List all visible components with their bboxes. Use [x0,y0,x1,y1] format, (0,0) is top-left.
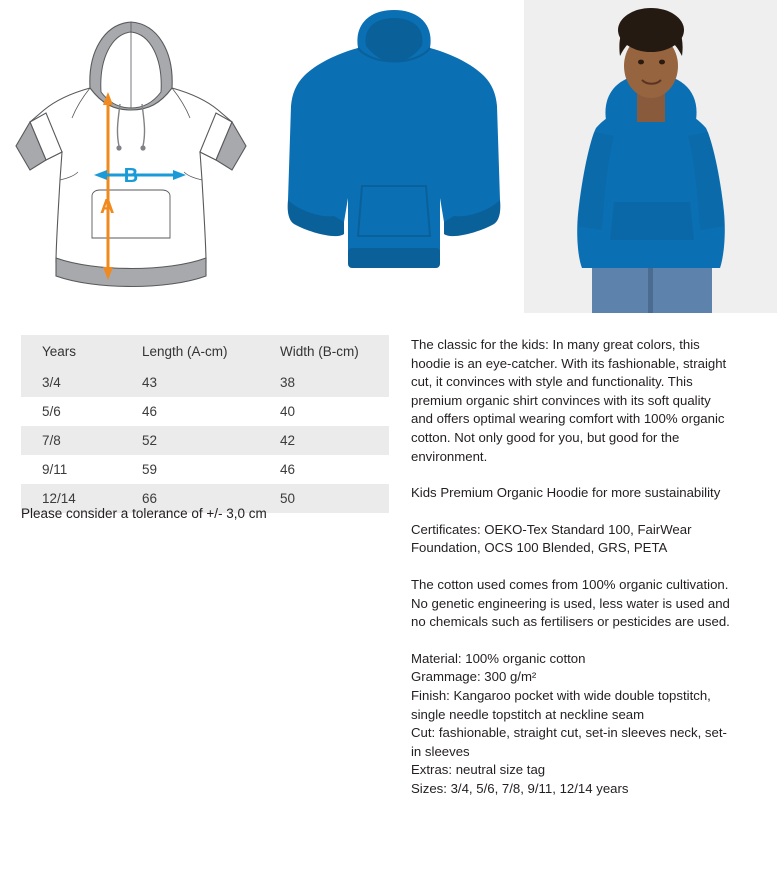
cell-width: 40 [259,397,389,426]
spec-material: Material: 100% organic cotton [411,650,586,666]
table-row [21,426,389,455]
table-row [21,397,389,426]
cell-years: 7/8 [21,426,121,455]
spec-grammage: Grammage: 300 g/m² [411,669,537,685]
cell-years: 9/11 [21,455,121,484]
description-certificates: Certificates: OEKO-Tex Standard 100, FairWear Foundation, OCS 100 Blended, GRS, PETA [411,521,692,556]
technical-drawing [0,0,262,313]
product-image-strip [0,0,777,313]
size-table-header-row [21,335,389,368]
description-intro: The classic for the kids: In many great colors, this hoodie is an eye-catcher. With its fashionable, straight cut, it convinces with style and functionality. This premium organic shirt convinces with its soft quality and offers optimal wearing comfort with 100% organic cotton. Not only good for you, but good for the environment. [411,337,727,464]
table-row [21,455,389,484]
size-table-header-width: Width (B-cm) [259,335,389,368]
size-table-header-years: Years [21,335,121,368]
cell-length: 66 [121,484,259,513]
product-description [411,336,731,798]
spec-extras: Extras: neutral size tag [411,762,546,778]
tolerance-note: Please consider a tolerance of +/- 3,0 cm [21,506,267,521]
cell-width: 38 [259,368,389,397]
cell-length: 52 [121,426,259,455]
cell-years: 12/14 [21,484,121,513]
cell-length: 59 [121,455,259,484]
cell-width: 50 [259,484,389,513]
cell-width: 42 [259,426,389,455]
flat-product-image [262,0,524,313]
description-cotton: The cotton used comes from 100% organic cultivation. No genetic engineering is used, less water is used and no chemicals such as fertilisers or pesticides are used. [411,576,730,630]
cell-length: 46 [121,397,259,426]
size-table [21,335,389,513]
spec-finish: Finish: Kangaroo pocket with wide double topstitch, single needle topstitch at neckline seam [411,687,715,722]
spec-cut: Cut: fashionable, straight cut, set-in sleeves neck, set-in sleeves [411,725,727,759]
width-label: B [123,165,139,187]
model-photo [524,0,777,313]
technical-drawing-svg [0,0,262,313]
technical-drawing-panel [0,0,262,313]
length-label: A [100,196,115,218]
description-sustainability: Kids Premium Organic Hoodie for more sustainability [411,485,721,501]
model-photo-svg [524,0,777,313]
table-row [21,368,389,397]
spec-sizes: Sizes: 3/4, 5/6, 7/8, 9/11, 12/14 years [411,780,629,796]
cell-years: 3/4 [21,368,121,397]
flat-product-panel [262,0,524,313]
size-table-header-length: Length (A-cm) [121,335,259,368]
cell-years: 5/6 [21,397,121,426]
description-specs [411,650,731,799]
cell-width: 46 [259,455,389,484]
flat-product-svg [262,0,524,313]
model-photo-panel [524,0,777,313]
cell-length: 43 [121,368,259,397]
